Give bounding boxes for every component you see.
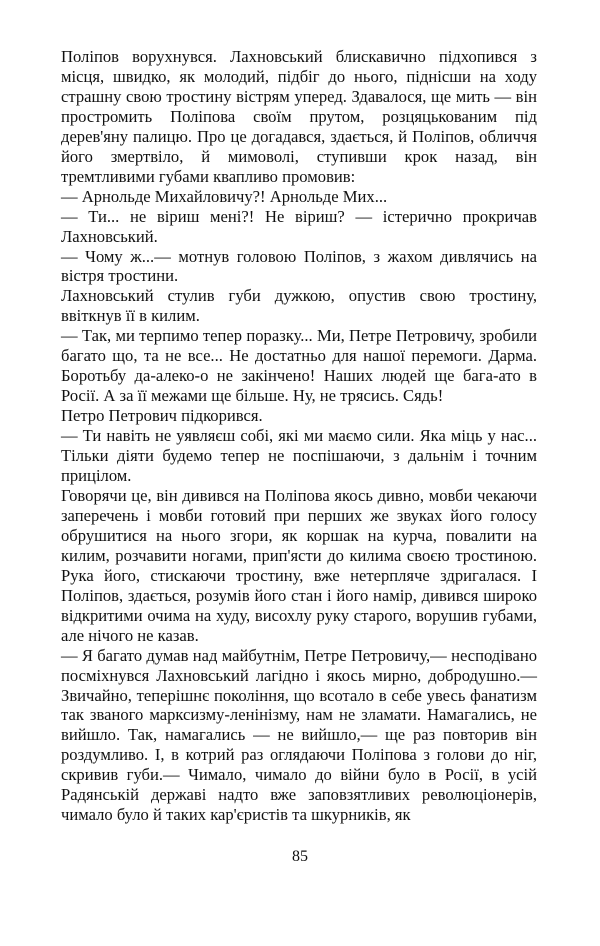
paragraph-5: Лахновський стулив губи дужкою, опустив свою тростину, ввіткнув її в килим. [61,286,537,326]
body-text [61,47,537,825]
page-number: 85 [292,848,308,865]
paragraph-8: — Ти навіть не уявляєш собі, які ми маємо сили. Яка міць у нас... Тільки діяти будемо тепер не поспішаючи, з дальнім і точним прицілом. [61,426,537,486]
paragraph-9: Говорячи це, він дивився на Поліпова якось дивно, мовби чекаючи заперечень і мовби готовий при перших же звуках його голосу обрушитися на нього згори, як коршак на курча, повалити на килим, розчавити ногами, прип'ясти до килима своєю тростиною. Рука його, стискаючи тростину, вже нетерпляче здригалася. І Поліпов, здається, розумів його стан і його намір, дивився широко відкритими очима на худу, висохлу руку старого, ворушив губами, але нічого не казав. [61,485,537,645]
paragraph-7: Петро Петрович підкорився. [61,406,263,426]
paragraph-2: — Арнольде Михайловичу?! Арнольде Мих... [61,186,388,206]
paragraph-1: Поліпов ворухнувся. Лахновський блискавично підхопився з місця, швидко, як молодий, підбіг до нього, піднісши на ходу страшну свою тростину вістрям уперед. Здавалося, ще мить — він простромить Поліпова своїм прутом, розцяцькованим під дерев'яну палицю. Про це догадався, здається, й Поліпов, обличчя його змертвіло, й мимоволі, ступивши крок назад, він тремтливими губами квапливо промовив: [61,47,537,186]
paragraph-6: — Так, ми терпимо тепер поразку... Ми, Петре Петровичу, зробили багато що, та не все... Не достатньо для нашої перемоги. Дарма. Боротьбу да-алеко-о не закінчено! Наших людей ще бага-ато в Росії. А за її межами ще більше. Ну, не трясись. Сядь! [61,326,537,406]
paragraph-4: — Чому ж...— мотнув головою Поліпов, з жахом дивлячись на вістря тростини. [61,246,537,286]
paragraph-10: — Я багато думав над майбутнім, Петре Петровичу,— несподівано посміхнувся Лахновський лагідно і якось мирно, добродушно.— Звичайно, теперішнє покоління, що всотало в себе увесь фанатизм так званого марксизму-ленінізму, нам не зламати. Намагались, не вийшло. Так, намагались — не вийшло,— ще раз повторив він роздумливо. І, в котрий раз оглядаючи Поліпова з голови до ніг, скривив губи.— Чимало, чимало до війни було в Росії, в усій Радянській державі надто вже заповзятливих революціонерів, чимало було й таких кар'єристів та шкурників, як [61,645,537,825]
paragraph-3: — Ти... не віриш мені?! Не віриш? — істерично прокричав Лахновський. [61,206,537,246]
